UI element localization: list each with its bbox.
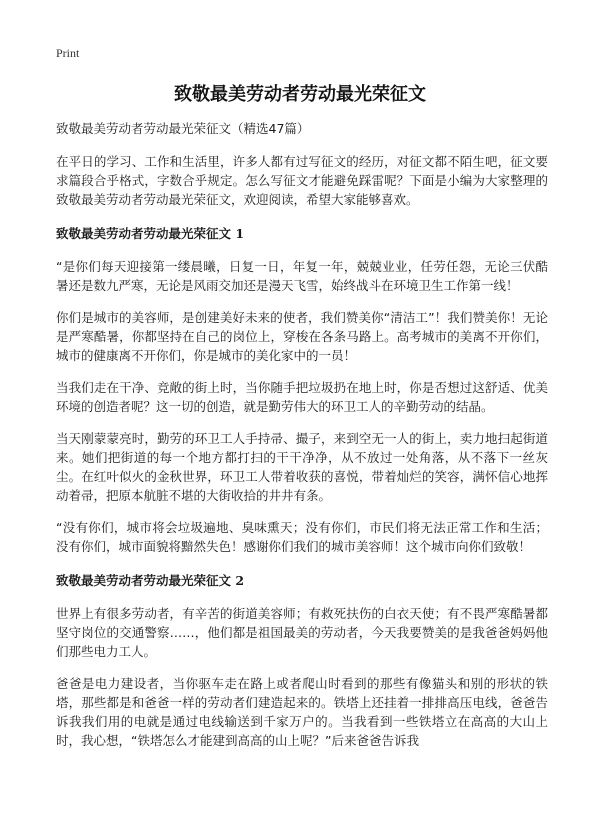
- paragraph: “没有你们，城市将会垃圾遍地、臭味熏天；没有你们，市民们将无法正常工作和生活；没有你们，城市面貌将黯然失色！感谢你们我们的城市美容师！这个城市向你们致敬！: [56, 520, 548, 554]
- paragraph: 当我们走在干净、竞敞的街上时，当你随手把垃圾扔在地上时，你是否想过这舒适、优美环境的创造者呢？这一切的创造，就是勤劳伟大的环卫工人的辛勤劳动的结晶。: [56, 380, 548, 414]
- section-heading: 致敬最美劳动者劳动最光荣征文 1: [56, 226, 245, 241]
- paragraph: 爸爸是电力建设者，当你驱车走在路上或者爬山时看到的那些有像猫头和别的形状的铁塔，那些都是和爸爸一样的劳动者们建造起来的。铁塔上还挂着一排排高压电线，爸爸告诉我我们用的电就是通过电线输送到千家万户的。当我看到一些铁塔立在高高的大山上时，我心想，“铁塔怎么才能建到高高的山上呢？”后来爸爸告诉我: [56, 676, 548, 748]
- section-2: [56, 572, 548, 750]
- paragraph: 当天刚蒙蒙亮时，勤劳的环卫工人手持帚、撮子，来到空无一人的街上，卖力地扫起街道来。她们把街道的每一个地方都打扫的干干净净，从不放过一处角落，从不落下一丝灰尘。在红叶似火的金秋世界，环卫工人带着收获的喜悦，带着灿烂的笑容，满怀信心地挥动着帚，把原本航脏不堪的大街收拾的井井有条。: [56, 431, 548, 503]
- print-label: Print: [56, 46, 80, 60]
- paragraph: 世界上有很多劳动者，有辛苦的街道美容师；有救死扶伤的白衣天使；有不畏严寒酷暑都坚守岗位的交通警察……，他们都是祖国最美的劳动者，今天我要赞美的是我爸爸妈妈他们那些电力工人。: [56, 606, 548, 659]
- document-body: [56, 120, 548, 763]
- document-subtitle: 致敬最美劳动者劳动最光荣征文（精选47篇）: [56, 121, 310, 136]
- section-heading: 致敬最美劳动者劳动最光荣征文 2: [56, 573, 245, 588]
- section-1: [56, 225, 548, 556]
- paragraph: “是你们每天迎接第一缕晨曦，日复一日，年复一年，兢兢业业，任劳任怨，无论三伏酷暑还是数九严寒，无论是风雨交加还是漫天飞雪，始终战斗在环境卫生工作第一线！: [56, 259, 548, 293]
- intro-paragraph: 在平日的学习、工作和生活里，许多人都有过写征文的经历，对征文都不陌生吧，征文要求篇段合乎格式，字数合乎规定。怎么写征文才能避免踩雷呢？下面是小编为大家整理的致敬最美劳动者劳动最光荣征文，欢迎阅读，希望大家能够喜欢。: [56, 154, 548, 207]
- page-title: 致敬最美劳动者劳动最光荣征文: [174, 84, 426, 105]
- paragraph: 你们是城市的美容师，是创建美好未来的使者，我们赞美你“清洁工”！我们赞美你！无论是严寒酷暑，你都坚持在自己的岗位上，穿梭在各条马路上。高考城市的美离不开你们，城市的健康离不开你们，你是城市的美化家中的一员！: [56, 310, 548, 363]
